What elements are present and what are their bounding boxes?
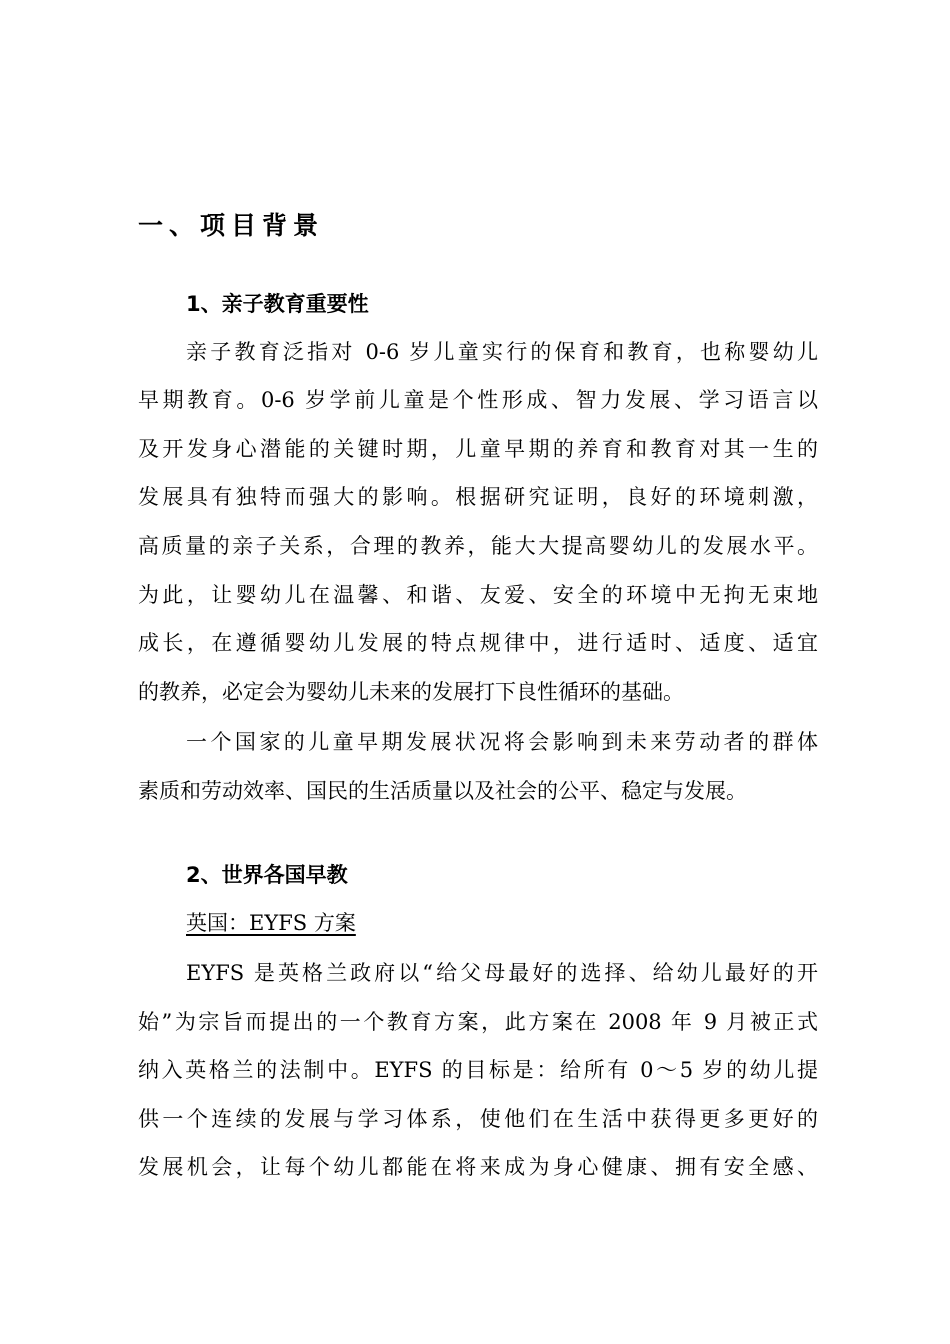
paragraph-line: 始”为宗旨而提出的一个教育方案，此方案在 2008 年 9 月被正式 (138, 1010, 818, 1034)
paragraph-line: EYFS 是英格兰政府以“给父母最好的选择、给幼儿最好的开 (186, 961, 818, 985)
paragraph-line: 发展具有独特而强大的影响。根据研究证明，良好的环境刺激， (138, 485, 818, 509)
paragraph-line: 成长，在遵循婴幼儿发展的特点规律中，进行适时、适度、适宜 (138, 631, 818, 655)
subsection-title-world-early-education: 2、世界各国早教 (186, 863, 348, 887)
section-title: 一、项目背景 (138, 211, 325, 240)
paragraph-line: 纳入英格兰的法制中。EYFS 的目标是：给所有 0～5 岁的幼儿提 (138, 1058, 818, 1082)
paragraph-line: 早期教育。0-6 岁学前儿童是个性形成、智力发展、学习语言以 (138, 388, 818, 412)
paragraph-line: 素质和劳动效率、国民的生活质量以及社会的公平、稳定与发展。 (138, 779, 747, 803)
paragraph-line: 及开发身心潜能的关键时期，儿童早期的养育和教育对其一生的 (138, 437, 818, 461)
paragraph-line: 一个国家的儿童早期发展状况将会影响到未来劳动者的群体 (186, 730, 818, 754)
subsection-title-importance: 1、亲子教育重要性 (186, 292, 369, 316)
paragraph-line: 发展机会，让每个幼儿都能在将来成为身心健康、拥有安全感、 (138, 1155, 818, 1179)
paragraph-line: 的教养，必定会为婴幼儿未来的发展打下良性循环的基础。 (138, 680, 684, 704)
paragraph-line: 供一个连续的发展与学习体系，使他们在生活中获得更多更好的 (138, 1107, 818, 1131)
paragraph-line: 亲子教育泛指对 0-6 岁儿童实行的保育和教育，也称婴幼儿 (186, 340, 818, 364)
paragraph-line: 为此，让婴幼儿在温馨、和谐、友爱、安全的环境中无拘无束地 (138, 583, 818, 607)
uk-eyfs-heading: 英国：EYFS 方案 (186, 911, 356, 935)
paragraph-line: 高质量的亲子关系，合理的教养，能大大提高婴幼儿的发展水平。 (138, 534, 818, 558)
